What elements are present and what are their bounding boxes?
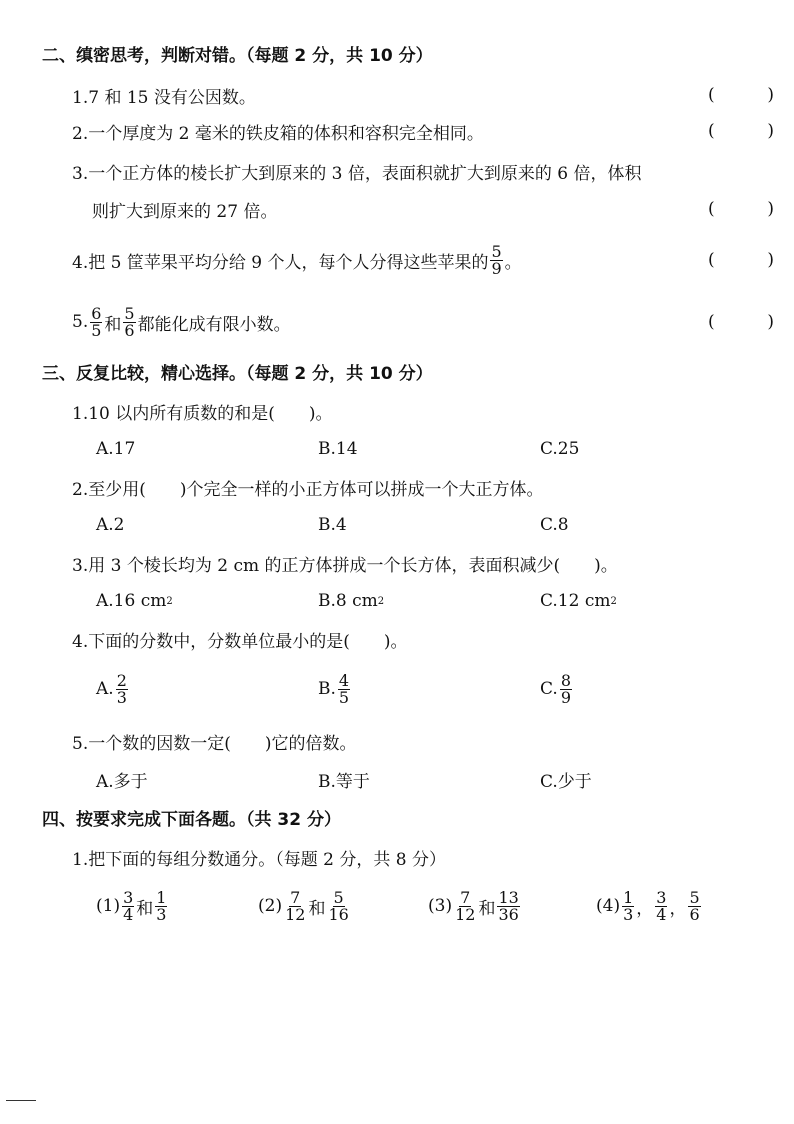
fraction: $\frac{8}{9}$ bbox=[560, 670, 571, 707]
answer-paren[interactable]: ( ) bbox=[708, 121, 774, 141]
s2-question-2: 2.一个厚度为 2 毫米的铁皮箱的体积和容积完全相同。 bbox=[72, 123, 484, 144]
s2-answer-4 bbox=[0, 243, 794, 277]
s3-question-3: 3.用 3 个棱长均为 2 cm 的正方体拼成一个长方体，表面积减少( )。 bbox=[72, 555, 618, 576]
s4-question-1-items bbox=[0, 884, 794, 928]
fraction: $\frac{4}{5}$ bbox=[338, 670, 350, 707]
fraction: $\frac{5}{6}$ bbox=[124, 303, 135, 340]
fraction: $\frac{3}{4}$ bbox=[123, 887, 134, 924]
s2-question-5: 5. $\frac{6}{5}$ 和 $\frac{5}{6}$ 都能化成有限小数。 bbox=[72, 303, 291, 340]
sub-item-1: (1) $\frac{3}{4}$ 和 $\frac{1}{3}$ bbox=[96, 887, 167, 924]
option-a[interactable]: A.16 cm 2 bbox=[96, 591, 173, 611]
answer-paren[interactable]: ( ) bbox=[708, 199, 774, 219]
s2-question-4: 4.把 5 筐苹果平均分给 9 个人，每个人分得这些苹果的 $\frac{5}{9}$ 。 bbox=[72, 241, 522, 278]
option-b[interactable]: B.8 cm 2 bbox=[318, 591, 385, 611]
option-b[interactable]: B.等于 bbox=[318, 771, 370, 792]
answer-paren[interactable]: ( ) bbox=[708, 85, 774, 105]
fraction: $\frac{1}{3}$ bbox=[623, 887, 634, 924]
option-a[interactable]: A. $\frac{2}{3}$ bbox=[96, 670, 127, 707]
section-3-title: 三、反复比较，精心选择。（每题 2 分，共 10 分） bbox=[42, 363, 433, 384]
option-a[interactable]: A.2 bbox=[96, 515, 125, 535]
section-4-title: 四、按要求完成下面各题。（共 32 分） bbox=[42, 809, 341, 830]
sub-item-3: (3) $\frac{7}{12}$ 和 $\frac{13}{36}$ bbox=[428, 887, 519, 924]
s3-question-4: 4.下面的分数中，分数单位最小的是( )。 bbox=[72, 631, 408, 652]
fraction: $\frac{5}{6}$ bbox=[689, 887, 700, 924]
s3-question-3-options bbox=[0, 584, 794, 618]
s2-answer-3 bbox=[0, 192, 794, 226]
fraction: $\frac{7}{12}$ bbox=[285, 887, 306, 924]
fraction: $\frac{6}{5}$ bbox=[91, 303, 102, 340]
fraction: $\frac{1}{3}$ bbox=[156, 887, 167, 924]
s3-question-5-options bbox=[0, 762, 794, 796]
option-b[interactable]: B.14 bbox=[318, 439, 358, 459]
option-a[interactable]: A.17 bbox=[96, 439, 136, 459]
option-b[interactable]: B.4 bbox=[318, 515, 347, 535]
s3-question-5: 5.一个数的因数一定( )它的倍数。 bbox=[72, 733, 357, 754]
s2-answer-2 bbox=[0, 114, 794, 148]
s3-question-1: 1.10 以内所有质数的和是( )。 bbox=[72, 403, 333, 424]
s2-question-3-line-2: 则扩大到原来的 27 倍。 bbox=[92, 201, 278, 222]
sub-item-2: (2) $\frac{7}{12}$ 和 $\frac{5}{16}$ bbox=[258, 887, 349, 924]
option-c[interactable]: C.25 bbox=[540, 439, 580, 459]
option-b[interactable]: B. $\frac{4}{5}$ bbox=[318, 670, 350, 707]
s2-question-1: 1.7 和 15 没有公因数。 bbox=[72, 87, 256, 108]
s3-question-4-options bbox=[0, 668, 794, 710]
fraction: $\frac{2}{3}$ bbox=[116, 670, 127, 707]
option-a[interactable]: A.多于 bbox=[96, 771, 148, 792]
page-corner-mark bbox=[6, 1100, 36, 1101]
s4-question-1: 1.把下面的每组分数通分。（每题 2 分，共 8 分） bbox=[72, 849, 446, 870]
fraction: $\frac{7}{12}$ bbox=[455, 887, 476, 924]
s3-question-1-options bbox=[0, 432, 794, 466]
answer-paren[interactable]: ( ) bbox=[708, 250, 774, 270]
s3-question-2-options bbox=[0, 508, 794, 542]
fraction: $\frac{3}{4}$ bbox=[656, 887, 667, 924]
s3-question-2: 2.至少用( )个完全一样的小正方体可以拼成一个大正方体。 bbox=[72, 479, 544, 500]
s2-answer-5 bbox=[0, 305, 794, 339]
option-c[interactable]: C.8 bbox=[540, 515, 569, 535]
fraction: $\frac{13}{36}$ bbox=[498, 887, 519, 924]
fraction: $\frac{5}{9}$ bbox=[491, 241, 502, 278]
answer-paren[interactable]: ( ) bbox=[708, 312, 774, 332]
option-c[interactable]: C.少于 bbox=[540, 771, 592, 792]
section-2-title: 二、缜密思考，判断对错。（每题 2 分，共 10 分） bbox=[42, 45, 433, 66]
option-c[interactable]: C.12 cm 2 bbox=[540, 591, 617, 611]
option-c[interactable]: C. $\frac{8}{9}$ bbox=[540, 670, 571, 707]
s2-question-3-line-1: 3.一个正方体的棱长扩大到原来的 3 倍，表面积就扩大到原来的 6 倍，体积 bbox=[72, 163, 642, 184]
sub-item-4: (4) $\frac{1}{3}$ ， $\frac{3}{4}$ ， $\frac{5}{6}$ bbox=[596, 887, 700, 924]
fraction: $\frac{5}{16}$ bbox=[328, 887, 349, 924]
